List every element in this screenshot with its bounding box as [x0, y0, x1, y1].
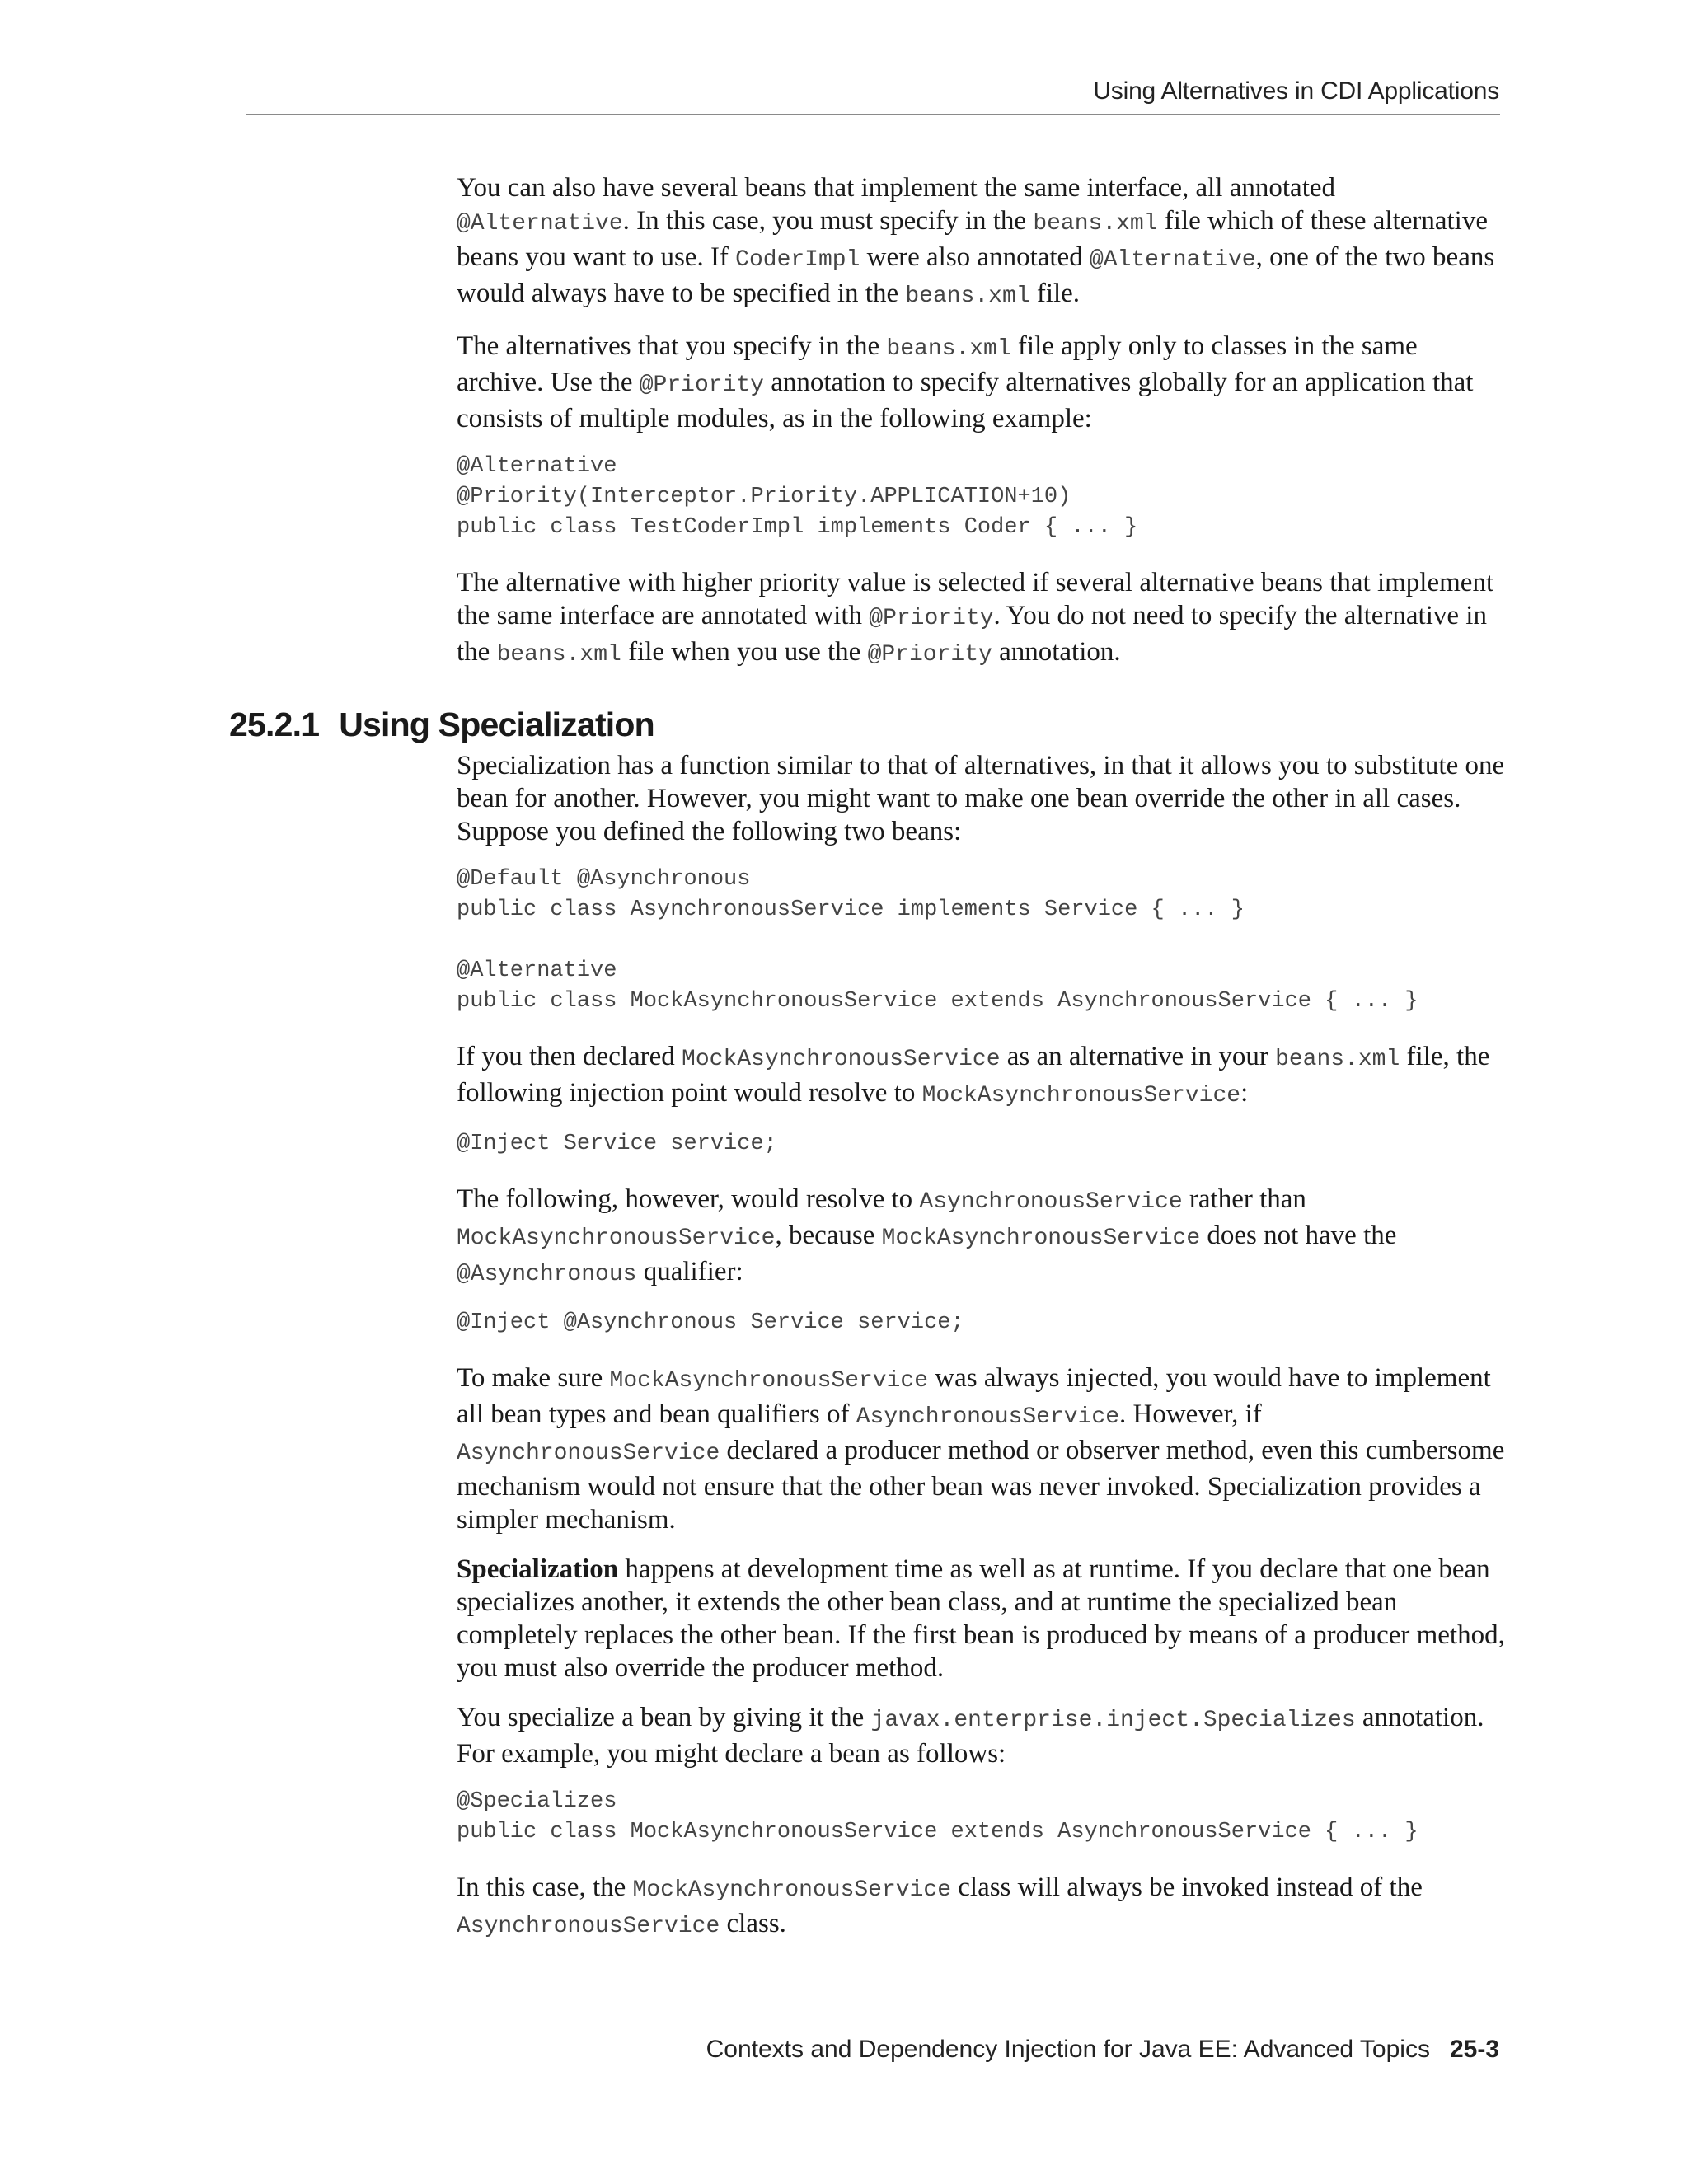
page-body [229, 171, 1507, 1960]
code-example-inject-asynchronous [457, 1308, 1507, 1338]
paragraph-specialization-definition: Specialization happens at development time as well as at runtime. If you declare that one bean specializes another, it extends the other bean class, and at runtime the specialized bean completely replaces the other bean. If the first bean is produced by means of a producer method, you must also override the producer method. [457, 1554, 1505, 1683]
page-number: 25-3 [1449, 2036, 1499, 2063]
footer-book-title: Contexts and Dependency Injection for Java EE: Advanced Topics [706, 2036, 1430, 2063]
code-blank-line [457, 926, 1507, 956]
code-example-two-beans [457, 865, 1507, 1017]
paragraph-conclusion: In this case, the MockAsynchronousService class will always be invoked instead of the AsynchronousService class. [457, 1872, 1423, 1939]
code-line: @Inject Service service; [457, 1132, 777, 1156]
paragraph-cumbersome-mechanism: To make sure MockAsynchronousService was always injected, you would have to implement all bean types and bean qualifiers of AsynchronousService. However, if AsynchronousService declared a producer method or observer method, even this cumbersome mechanism would not ensure that the other bean was never invoked. Specialization provides a simpler mechanism. [457, 1363, 1505, 1535]
paragraph-declared-alternative: If you then declared MockAsynchronousService as an alternative in your beans.xml file, the following injection point would resolve to MockAsynchronousService: [457, 1042, 1490, 1108]
code-example-specializes [457, 1787, 1507, 1848]
paragraph-specialization-intro: Specialization has a function similar to that of alternatives, in that it allows you to substitute one bean for another. However, you might want to make one bean override the other in all cases. Suppose you defined the following two beans: [457, 751, 1505, 846]
code-example-priority [457, 452, 1507, 543]
code-line: public class MockAsynchronousService extends AsynchronousService { ... } [457, 989, 1418, 1014]
code-line: public class TestCoderImpl implements Coder { ... } [457, 515, 1138, 540]
code-line: public class MockAsynchronousService extends AsynchronousService { ... } [457, 1820, 1418, 1844]
running-header: Using Alternatives in CDI Applications [1093, 77, 1499, 105]
paragraph-priority-intro: The alternatives that you specify in the beans.xml file apply only to classes in the same archive. Use the @Priority annotation to specify alternatives globally for an application that consists of multiple modules, as in the following example: [457, 331, 1474, 434]
running-footer [706, 2036, 1499, 2064]
section-heading [229, 705, 1507, 743]
code-line: @Alternative [457, 958, 617, 983]
section-number: 25.2.1 [229, 705, 320, 743]
code-line: @Default @Asynchronous [457, 867, 751, 892]
paragraph-asynchronous-qualifier: The following, however, would resolve to AsynchronousService rather than MockAsynchronousService, because MockAsynchronousService does not have the @Asynchronous qualifier: [457, 1184, 1397, 1287]
code-line: @Alternative [457, 454, 617, 479]
code-example-inject-service [457, 1129, 1507, 1160]
code-line: @Inject @Asynchronous Service service; [457, 1310, 964, 1335]
header-rule [246, 114, 1500, 115]
code-line: public class AsynchronousService implements Service { ... } [457, 898, 1245, 922]
term-specialization: Specialization [457, 1554, 619, 1584]
code-line: @Priority(Interceptor.Priority.APPLICATION+10) [457, 485, 1071, 509]
section-title: Using Specialization [339, 705, 654, 743]
paragraph-multiple-alternatives: You can also have several beans that implement the same interface, all annotated @Alternative. In this case, you must specify in the beans.xml file which of these alternative beans you want to use. If CoderImpl were also annotated @Alternative, one of the two beans would always have to be specified in the beans.xml file. [457, 173, 1495, 309]
code-line: @Specializes [457, 1789, 617, 1814]
paragraph-specializes-annotation: You specialize a bean by giving it the javax.enterprise.inject.Specializes annotation. For example, you might declare a bean as follows: [457, 1703, 1484, 1769]
paragraph-priority-selection: The alternative with higher priority value is selected if several alternative beans that implement the same interface are annotated with @Priority. You do not need to specify the alternative in the beans.xml file when you use the @Priority annotation. [457, 568, 1494, 668]
